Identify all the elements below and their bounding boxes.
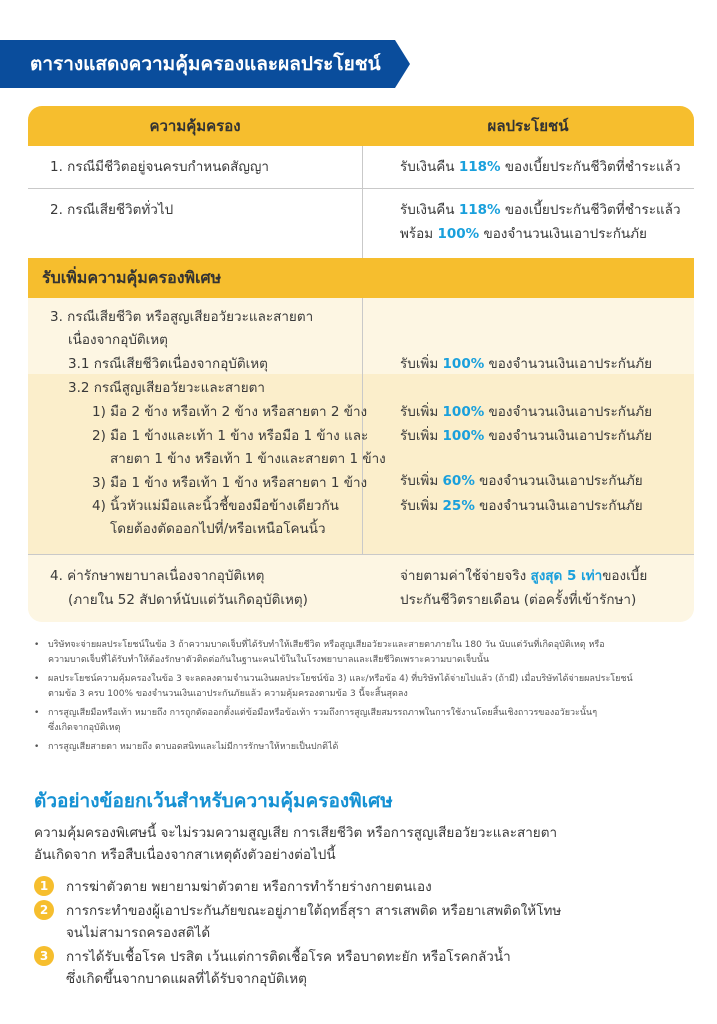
item32-s4-line1: 4) นิ้วหัวแม่มือและนิ้วชี้ของมือข้างเดียวกัน — [92, 498, 339, 514]
item4-divider — [28, 554, 694, 555]
footnote: • บริษัทจะจ่ายผลประโยชน์ในข้อ 3 ถ้าความบาดเจ็บที่ได้รับทำให้เสียชีวิต หรือสูญเสียอวัยวะและสายตาภายใน 180 วัน นับแต่วันที่เกิดอุบัติเหตุ หรือ ความบาดเจ็บที่ได้รับทำให้ต้องรักษาตัวติดต่อกันในฐานะคนไข้ในในโรงพยาบาลและเสียชีวิตเพราะความบาดเจ็บนั้น — [34, 640, 605, 665]
banner-arrow — [395, 40, 410, 88]
footnote: • การสูญเสียสายตา หมายถึง ตาบอดสนิทและไม่มีการรักษาให้หายเป็นปกติได้ — [34, 742, 339, 752]
item4-benefit-line2: ประกันชีวิตรายเดือน (ต่อครั้งที่เข้ารักษา) — [400, 592, 637, 608]
item32-s3-benefit: รับเพิ่ม 60% ของจำนวนเงินเอาประกันภัย — [400, 473, 643, 489]
row2-benefit-line2: พร้อม 100% ของจำนวนเงินเอาประกันภัย — [400, 226, 647, 242]
footnote: • การสูญเสียมือหรือเท้า หมายถึง การถูกตัดออกตั้งแต่ข้อมือหรือข้อเท้า รวมถึงการสูญเสียสมรรถภาพในการใช้งานโดยสิ้นเชิงถาวรของอวัยวะนั้นๆ ซึ่งเกิดจากอุบัติเหตุ — [34, 708, 598, 733]
footnotes — [34, 638, 674, 759]
special-section-header — [28, 258, 694, 298]
header-benefit: ผลประโยชน์ — [487, 117, 569, 135]
exception-text: การกระทำของผู้เอาประกันภัยขณะอยู่ภายใต้ฤทธิ์สุรา สารเสพติด หรือยาเสพติดให้โทษ จนไม่สามารถครองสติได้ — [66, 903, 562, 941]
item32-s2-line1: 2) มือ 1 ข้างและเท้า 1 ข้าง หรือมือ 1 ข้าง และ — [92, 428, 369, 444]
row1-coverage: 1. กรณีมีชีวิตอยู่จนครบกำหนดสัญญา — [50, 159, 270, 175]
item31-coverage: 3.1 กรณีเสียชีวิตเนื่องจากอุบัติเหตุ — [68, 356, 268, 372]
item3-line1: 3. กรณีเสียชีวิต หรือสูญเสียอวัยวะและสายตา — [50, 309, 314, 325]
exception-text: การได้รับเชื้อโรค ปรสิต เว้นแต่การติดเชื้อโรค หรือบาดทะยัก หรือโรคกลัวน้ำ ซึ่งเกิดขึ้นจากบาดแผลที่ได้รับจากอุบัติเหตุ — [66, 949, 511, 987]
item32-s2-line2: สายตา 1 ข้าง หรือเท้า 1 ข้างและสายตา 1 ข้าง — [110, 451, 386, 467]
item32-s2-benefit: รับเพิ่ม 100% ของจำนวนเงินเอาประกันภัย — [400, 428, 653, 444]
item3-line2: เนื่องจากอุบัติเหตุ — [68, 332, 168, 348]
item4-benefit-line1: จ่ายตามค่าใช้จ่ายจริง สูงสุด 5 เท่าของเบี้ย — [400, 568, 648, 584]
row2-benefit-line1: รับเงินคืน 118% ของเบี้ยประกันชีวิตที่ชำระแล้ว — [400, 202, 681, 218]
number-badge: 2 — [34, 900, 54, 920]
exceptions-intro: ความคุ้มครองพิเศษนี้ จะไม่รวมความสูญเสีย การเสียชีวิต หรือการสูญเสียอวัยวะและสายตา อันเกิดจาก หรือสืบเนื่องจากสาเหตุดังตัวอย่างต่อไปนี้ — [34, 825, 558, 863]
item4-line2: (ภายใน 52 สัปดาห์นับแต่วันเกิดอุบัติเหตุ) — [68, 592, 308, 608]
title-banner — [0, 40, 410, 88]
item32-s3: 3) มือ 1 ข้าง หรือเท้า 1 ข้าง หรือสายตา 1 ข้าง — [92, 475, 368, 491]
exception-text: การฆ่าตัวตาย พยายามฆ่าตัวตาย หรือการทำร้ายร่างกายตนเอง — [66, 879, 432, 895]
page-title: ตารางแสดงความคุ้มครองและผลประโยชน์ — [30, 53, 381, 75]
row2-coverage: 2. กรณีเสียชีวิตทั่วไป — [50, 202, 174, 218]
item32-coverage: 3.2 กรณีสูญเสียอวัยวะและสายตา — [68, 380, 265, 396]
item4-band — [28, 554, 694, 622]
number-badge: 1 — [34, 876, 54, 896]
item4-line1: 4. ค่ารักษาพยาบาลเนื่องจากอุบัติเหตุ — [50, 568, 265, 584]
exceptions-title: ตัวอย่างข้อยกเว้นสำหรับความคุ้มครองพิเศษ — [34, 790, 393, 812]
footnote: • ผลประโยชน์ความคุ้มครองในข้อ 3 จะลดลงตามจำนวนเงินผลประโยชน์ข้อ 3) และ/หรือข้อ 4) ที่บริษัทได้จ่ายไปแล้ว (ถ้ามี) เมื่อบริษัทได้จ่ายผลประโยชน์ ตามข้อ 3 ครบ 100% ของจำนวนเงินเอาประกันภัยแล้ว ความคุ้มครองตามข้อ 3 นี้จะสิ้นสุดลง — [34, 674, 633, 699]
coverage-table — [28, 106, 694, 622]
row1-benefit: รับเงินคืน 118% ของเบี้ยประกันชีวิตที่ชำระแล้ว — [400, 159, 681, 175]
item32-s4-line2: โดยต้องตัดออกไปที่/หรือเหนือโคนนิ้ว — [110, 521, 326, 537]
item31-benefit: รับเพิ่ม 100% ของจำนวนเงินเอาประกันภัย — [400, 356, 653, 372]
table-header — [28, 106, 694, 146]
special-section-title: รับเพิ่มความคุ้มครองพิเศษ — [42, 268, 222, 287]
item32-s1-benefit: รับเพิ่ม 100% ของจำนวนเงินเอาประกันภัย — [400, 404, 653, 420]
item32-s4-benefit: รับเพิ่ม 25% ของจำนวนเงินเอาประกันภัย — [400, 498, 643, 514]
row-divider — [28, 188, 694, 189]
column-divider — [362, 146, 363, 258]
number-badge: 3 — [34, 946, 54, 966]
header-coverage: ความคุ้มครอง — [149, 117, 241, 135]
item32-s1: 1) มือ 2 ข้าง หรือเท้า 2 ข้าง หรือสายตา 2 ข้าง — [92, 404, 368, 420]
